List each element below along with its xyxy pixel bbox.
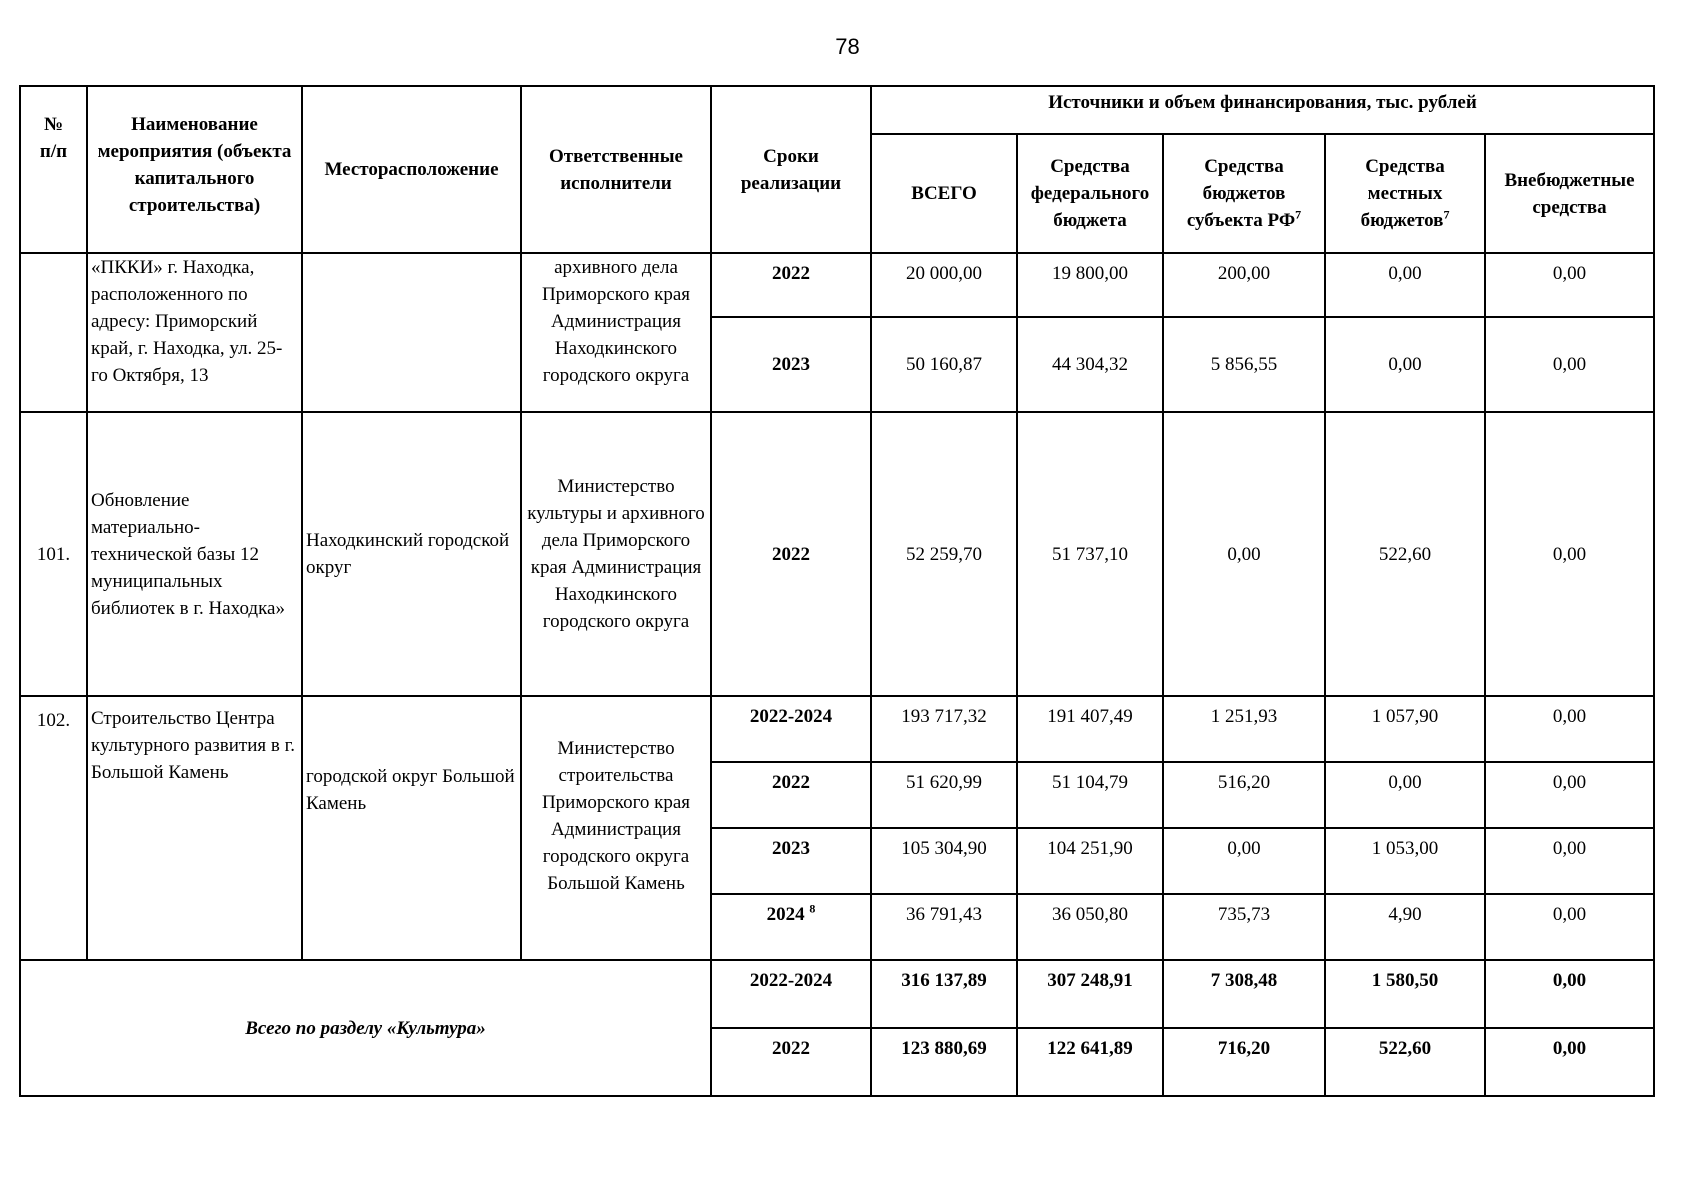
header-period: Сроки реализации bbox=[711, 86, 871, 253]
footnote-mark: 8 bbox=[809, 901, 816, 916]
header-extra: Внебюджетные средства bbox=[1485, 134, 1654, 253]
page-number: 78 bbox=[835, 34, 860, 59]
year-cell: 2024 $^8$ bbox=[711, 894, 871, 960]
value-extra: 0,00 bbox=[1485, 696, 1654, 762]
value-local: 1 057,90 bbox=[1325, 696, 1485, 762]
value-extra: 0,00 bbox=[1485, 960, 1654, 1028]
value-regional: 0,00 bbox=[1163, 828, 1325, 894]
header-total: ВСЕГО bbox=[871, 134, 1017, 253]
value-total: 20 000,00 bbox=[871, 253, 1017, 317]
value-local: 0,00 bbox=[1325, 317, 1485, 412]
row-101-location: Находкинский городской округ bbox=[302, 412, 521, 696]
year-cell: 2022 bbox=[711, 253, 871, 317]
row-101-name: Обновление материально-технической базы 12 муниципальных библиотек в г. Находка» bbox=[87, 412, 302, 696]
value-federal: 51 104,79 bbox=[1017, 762, 1163, 828]
header-federal: Средства федерального бюджета bbox=[1017, 134, 1163, 253]
value-total: 51 620,99 bbox=[871, 762, 1017, 828]
total-row bbox=[20, 960, 1654, 1028]
value-regional: 7 308,48 bbox=[1163, 960, 1325, 1028]
table-row bbox=[20, 253, 1654, 317]
year-cell: 2022 bbox=[711, 412, 871, 696]
value-regional: 516,20 bbox=[1163, 762, 1325, 828]
row-102-executors: Министерство строительства Приморского края Администрация городского округа Большой Камень bbox=[521, 696, 711, 960]
value-local: 522,60 bbox=[1325, 412, 1485, 696]
value-total: 36 791,43 bbox=[871, 894, 1017, 960]
value-total: 316 137,89 bbox=[871, 960, 1017, 1028]
header-name: Наименование мероприятия (объекта капитального строительства) bbox=[87, 86, 302, 253]
value-federal: 36 050,80 bbox=[1017, 894, 1163, 960]
value-extra: 0,00 bbox=[1485, 317, 1654, 412]
row-101-executors: Министерство культуры и архивного дела Приморского края Администрация Находкинского городского округа bbox=[521, 412, 711, 696]
section-total-label: Всего по разделу «Культура» bbox=[20, 960, 711, 1096]
header-regional: Средства бюджетов субъекта $РФ^7$ bbox=[1163, 134, 1325, 253]
header-location: Месторасположение bbox=[302, 86, 521, 253]
value-local: 0,00 bbox=[1325, 253, 1485, 317]
year-cell: 2022-2024 bbox=[711, 696, 871, 762]
header-funding-group: Источники и объем финансирования, тыс. рублей bbox=[871, 86, 1654, 134]
value-total: 105 304,90 bbox=[871, 828, 1017, 894]
value-total: 123 880,69 bbox=[871, 1028, 1017, 1096]
table-row bbox=[20, 412, 1654, 696]
value-local: 0,00 bbox=[1325, 762, 1485, 828]
value-total: 193 717,32 bbox=[871, 696, 1017, 762]
value-federal: 122 641,89 bbox=[1017, 1028, 1163, 1096]
value-federal: 19 800,00 bbox=[1017, 253, 1163, 317]
year-cell: 2022 bbox=[711, 762, 871, 828]
row-number: 101. bbox=[20, 412, 87, 696]
header-num: № п/п bbox=[20, 86, 87, 253]
value-regional: 735,73 bbox=[1163, 894, 1325, 960]
row-number: 102. bbox=[20, 696, 87, 960]
value-regional: 200,00 bbox=[1163, 253, 1325, 317]
header-executors: Ответственные исполнители bbox=[521, 86, 711, 253]
value-regional: 716,20 bbox=[1163, 1028, 1325, 1096]
row-cont-executors: архивного дела Приморского края Администрация Находкинского городского округа bbox=[521, 253, 711, 412]
value-extra: 0,00 bbox=[1485, 253, 1654, 317]
value-local: 522,60 bbox=[1325, 1028, 1485, 1096]
row-cont-name: «ПККИ» г. Находка, расположенного по адресу: Приморский край, г. Находка, ул. 25-го Октября, 13 bbox=[87, 253, 302, 412]
funding-table bbox=[19, 85, 1655, 1097]
value-federal: 104 251,90 bbox=[1017, 828, 1163, 894]
table-row bbox=[20, 696, 1654, 762]
value-regional: 0,00 bbox=[1163, 412, 1325, 696]
row-cont-location bbox=[302, 253, 521, 412]
value-extra: 0,00 bbox=[1485, 894, 1654, 960]
value-federal: 307 248,91 bbox=[1017, 960, 1163, 1028]
row-102-name: Строительство Центра культурного развития в г. Большой Камень bbox=[87, 696, 302, 960]
value-extra: 0,00 bbox=[1485, 1028, 1654, 1096]
year-cell: 2023 bbox=[711, 317, 871, 412]
value-extra: 0,00 bbox=[1485, 412, 1654, 696]
value-total: 52 259,70 bbox=[871, 412, 1017, 696]
row-cont-num bbox=[20, 253, 87, 412]
year-cell: 2022 bbox=[711, 1028, 871, 1096]
year-cell: 2022-2024 bbox=[711, 960, 871, 1028]
value-total: 50 160,87 bbox=[871, 317, 1017, 412]
year-cell: 2023 bbox=[711, 828, 871, 894]
value-federal: 51 737,10 bbox=[1017, 412, 1163, 696]
value-local: 4,90 bbox=[1325, 894, 1485, 960]
value-federal: 191 407,49 bbox=[1017, 696, 1163, 762]
value-local: 1 580,50 bbox=[1325, 960, 1485, 1028]
value-local: 1 053,00 bbox=[1325, 828, 1485, 894]
row-102-location: городской округ Большой Камень bbox=[302, 696, 521, 960]
value-regional: 1 251,93 bbox=[1163, 696, 1325, 762]
value-extra: 0,00 bbox=[1485, 828, 1654, 894]
value-extra: 0,00 bbox=[1485, 762, 1654, 828]
value-regional: 5 856,55 bbox=[1163, 317, 1325, 412]
value-federal: 44 304,32 bbox=[1017, 317, 1163, 412]
header-local: Средства местных бюджетов$^7$ bbox=[1325, 134, 1485, 253]
